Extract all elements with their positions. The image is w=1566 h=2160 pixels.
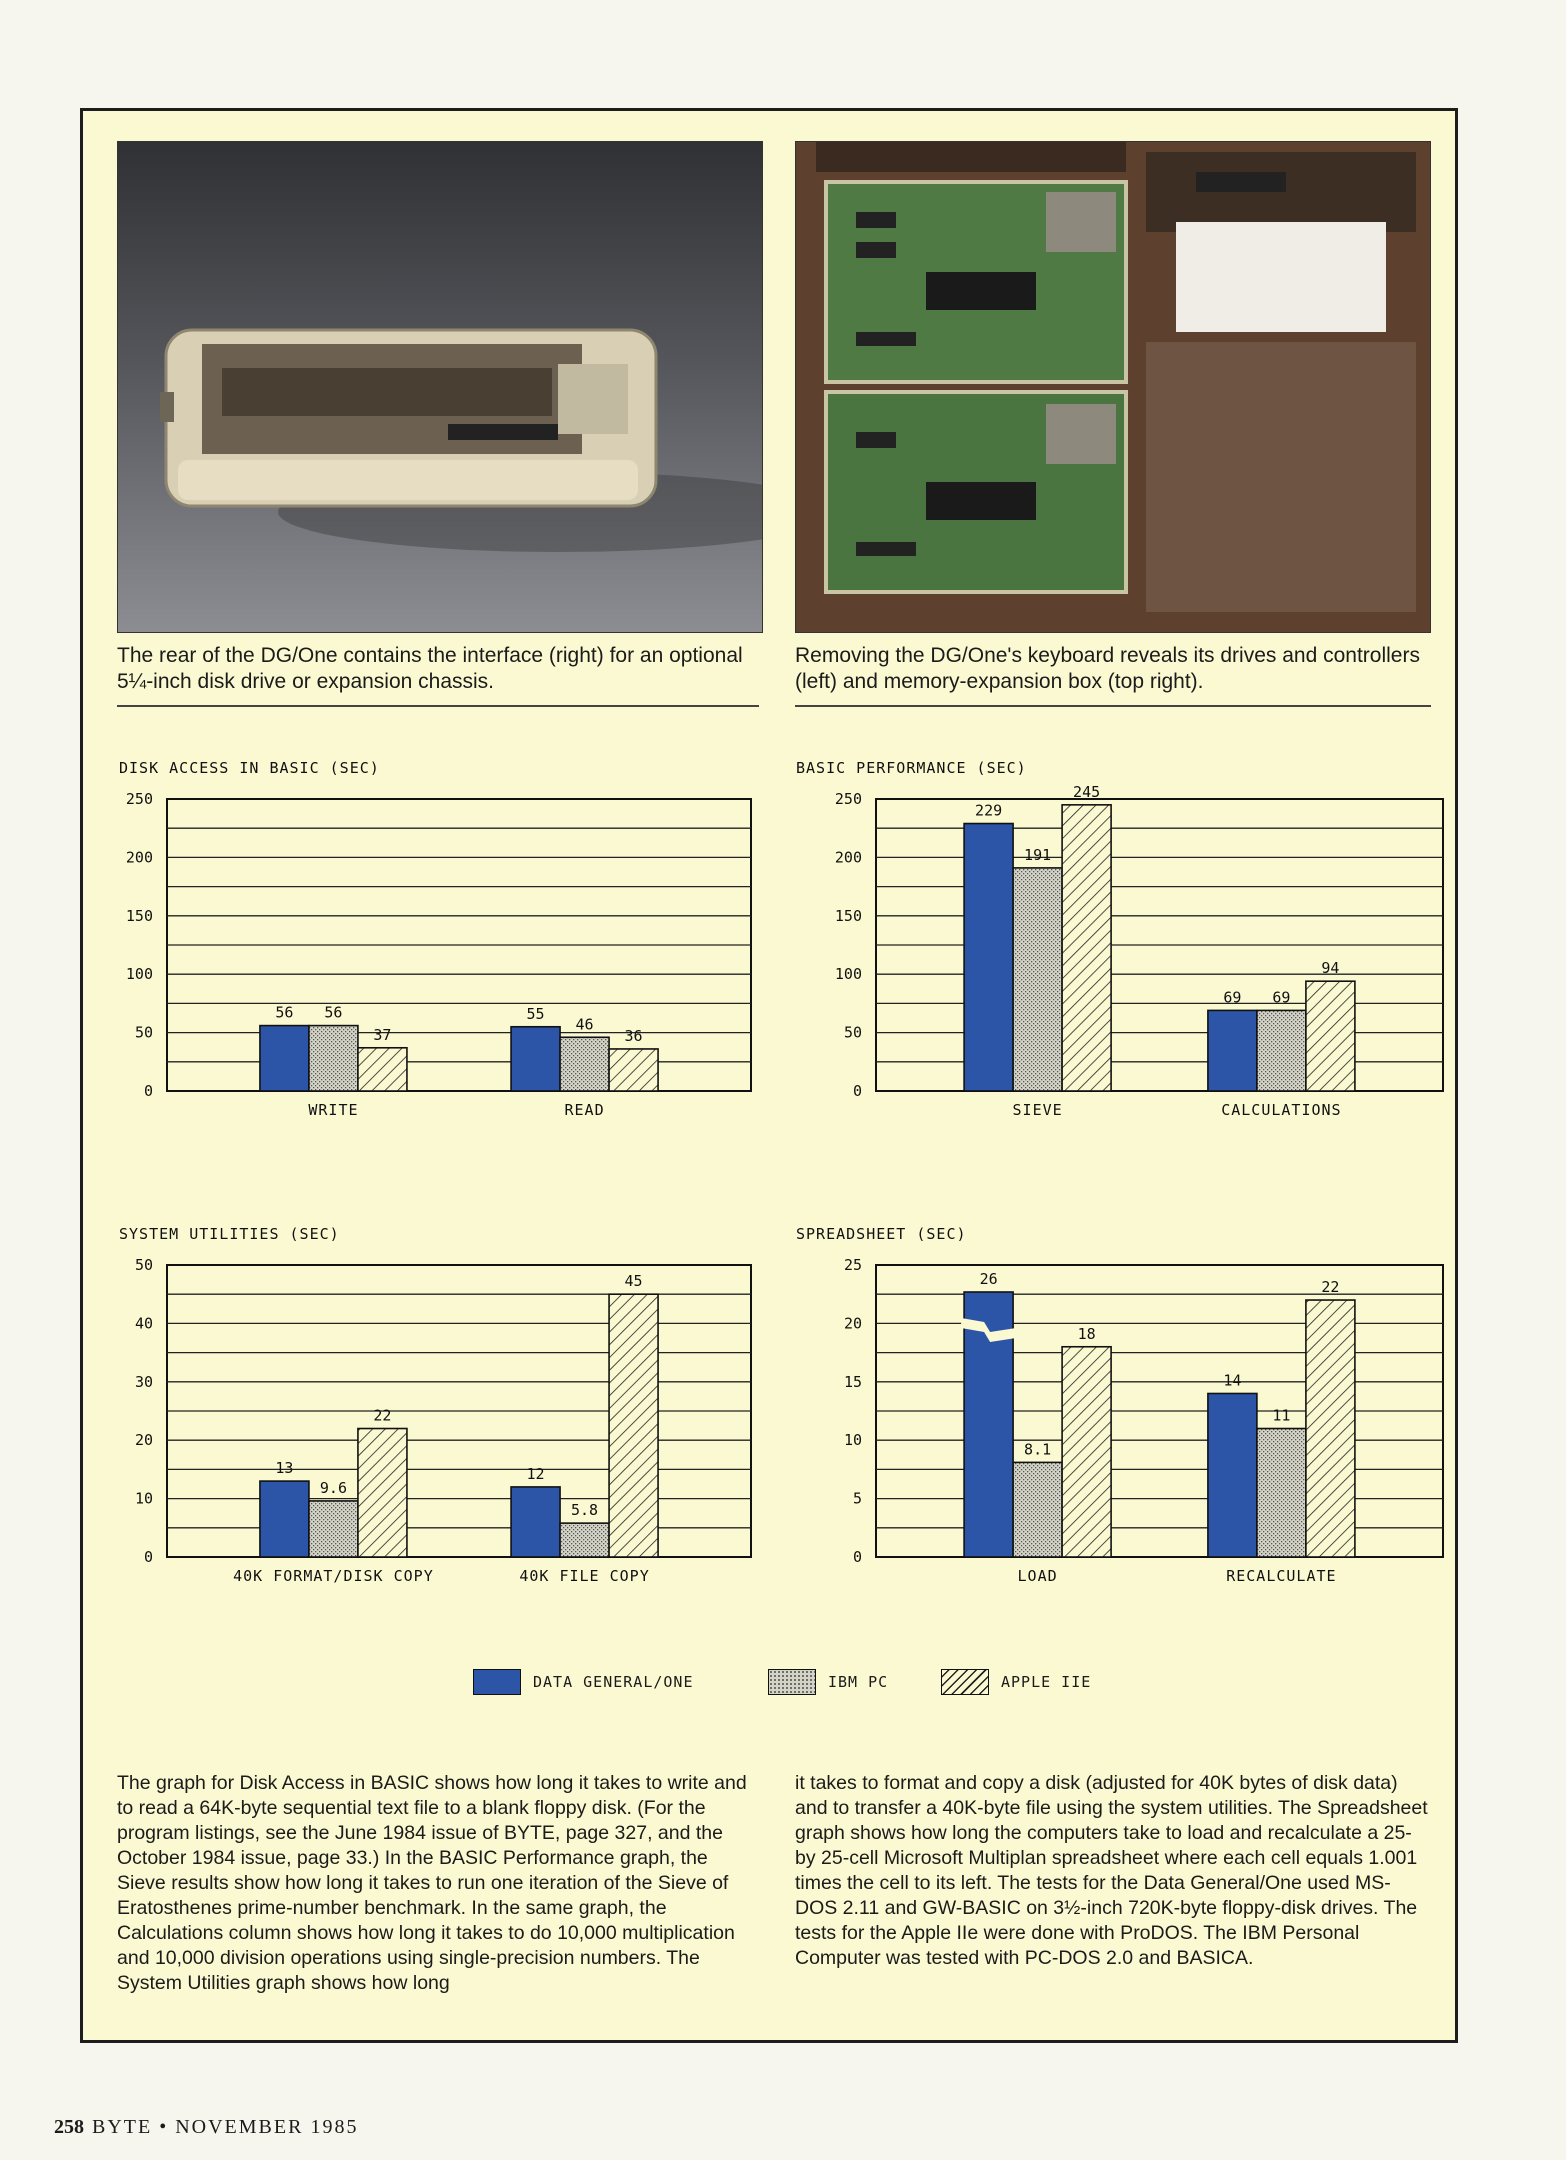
y-tick-label: 200 — [834, 848, 862, 867]
bar-apple — [609, 1049, 658, 1091]
bar-dg — [260, 1026, 309, 1091]
bar-ibm — [560, 1037, 609, 1091]
data-label: 229 — [975, 801, 1003, 820]
legend-item-dg — [473, 1669, 694, 1695]
y-tick-label: 50 — [134, 1256, 153, 1274]
chart-title-spreadsheet: SPREADSHEET (SEC) — [796, 1225, 967, 1243]
legend-swatch-ibm — [768, 1669, 816, 1695]
data-label: 45 — [624, 1272, 643, 1291]
y-tick-label: 20 — [843, 1314, 862, 1333]
chart-legend — [83, 1669, 1461, 1709]
laptop-rear-illustration — [118, 142, 762, 632]
data-label: 94 — [1321, 959, 1340, 978]
x-category-label: LOAD — [1017, 1567, 1058, 1585]
y-tick-label: 0 — [143, 1548, 153, 1566]
x-category-label: CALCULATIONS — [1221, 1101, 1342, 1119]
data-label: 245 — [1073, 782, 1101, 801]
data-label: 36 — [624, 1026, 643, 1045]
chart-title-disk-access: DISK ACCESS IN BASIC (SEC) — [119, 759, 380, 777]
y-tick-label: 0 — [143, 1082, 153, 1100]
y-tick-label: 10 — [843, 1431, 862, 1450]
page-number: 258 — [54, 2116, 84, 2138]
chart-basic-performance — [763, 781, 1463, 1121]
legend-label-apple: APPLE IIE — [1001, 1673, 1092, 1691]
bar-dg — [1208, 1393, 1257, 1557]
y-tick-label: 0 — [852, 1082, 862, 1100]
data-label: 13 — [275, 1459, 294, 1478]
bar-dg — [964, 824, 1013, 1091]
y-tick-label: 150 — [834, 906, 862, 925]
bar-apple — [358, 1048, 407, 1091]
body-text-left: The graph for Disk Access in BASIC shows how long it takes to write and to read a 64K-byte sequential text file to a blank floppy disk. (For the program listings, see the June 1984 issue of BYTE, page 327, and the October 1984 issue, page 33.) In the BASIC Performance graph, the Sieve results show how long it takes to run one iteration of the Sieve of Eratosthenes prime-number benchmark. In the same graph, the Calculations column shows how long it takes to do 10,000 multiplication and 10,000 division operations using single-precision numbers. The System Utilities graph shows how long — [117, 1772, 747, 1994]
y-tick-label: 50 — [134, 1023, 153, 1042]
y-tick-label: 5 — [852, 1489, 862, 1508]
bar-ibm — [1257, 1429, 1306, 1557]
data-label: 12 — [526, 1464, 545, 1483]
data-label: 18 — [1077, 1324, 1096, 1343]
chart-spreadsheet — [763, 1247, 1463, 1587]
legend-item-apple — [941, 1669, 1091, 1695]
chart-system-utilities — [83, 1247, 773, 1587]
bar-ibm — [309, 1501, 358, 1557]
y-tick-label: 10 — [134, 1489, 153, 1508]
bar-dg — [260, 1481, 309, 1557]
legend-item-ibm — [768, 1669, 888, 1695]
photo-caption-left: The rear of the DG/One contains the interface (right) for an optional 5¼-inch disk drive or expansion chassis. — [117, 643, 759, 707]
data-label: 37 — [373, 1025, 392, 1044]
y-tick-label: 250 — [834, 790, 862, 808]
y-tick-label: 150 — [125, 906, 153, 925]
y-tick-label: 15 — [843, 1372, 862, 1391]
figure-panel — [80, 108, 1458, 2043]
legend-label-ibm: IBM PC — [828, 1673, 889, 1691]
x-category-label: WRITE — [308, 1101, 359, 1119]
bar-dg — [1208, 1010, 1257, 1091]
x-category-label: READ — [564, 1101, 605, 1119]
bar-apple — [609, 1294, 658, 1557]
bar-ibm — [309, 1026, 358, 1091]
y-tick-label: 100 — [125, 965, 153, 984]
bar-apple — [1306, 981, 1355, 1091]
y-tick-label: 25 — [843, 1256, 862, 1274]
data-label: 56 — [275, 1003, 294, 1022]
y-tick-label: 30 — [134, 1372, 153, 1391]
circuit-boards-illustration — [796, 142, 1430, 632]
data-label: 11 — [1272, 1406, 1291, 1425]
data-label: 5.8 — [571, 1501, 599, 1520]
data-label: 56 — [324, 1003, 343, 1022]
chart-title-system-utilities: SYSTEM UTILITIES (SEC) — [119, 1225, 340, 1243]
bar-ibm — [1013, 1462, 1062, 1557]
x-category-label: 40K FORMAT/DISK COPY — [233, 1567, 434, 1585]
page-footer — [54, 2116, 358, 2139]
data-label: 26 — [979, 1270, 998, 1288]
bar-apple — [1062, 1347, 1111, 1557]
y-tick-label: 250 — [125, 790, 153, 808]
data-label: 191 — [1024, 845, 1052, 864]
data-label: 14 — [1223, 1371, 1242, 1390]
bar-ibm — [1257, 1010, 1306, 1091]
body-text-right: it takes to format and copy a disk (adjusted for 40K bytes of disk data) and to transfer a 40K-byte file using the system utilities. The Spreadsheet graph shows how long the computers take to load and recalculate a 25- by 25-cell Microsoft Multiplan spreadsheet where each cell equals 1.001 times the cell to its left. The tests for the Data General/One used MS-DOS 2.11 and GW-BASIC on 3½-inch 720K-byte floppy-disk drives. The tests for the Apple IIe were done with ProDOS. The IBM Personal Computer was tested with PC-DOS 2.0 and BASICA. — [795, 1772, 1428, 1969]
legend-label-dg: DATA GENERAL/ONE — [533, 1673, 694, 1691]
x-category-label: SIEVE — [1012, 1101, 1063, 1119]
y-tick-label: 0 — [852, 1548, 862, 1566]
data-label: 46 — [575, 1015, 594, 1034]
bar-dg — [511, 1027, 560, 1091]
photo-caption-right: Removing the DG/One's keyboard reveals its drives and controllers (left) and memory-expansion box (top right). — [795, 643, 1431, 707]
bar-ibm — [1013, 868, 1062, 1091]
y-tick-label: 100 — [834, 965, 862, 984]
data-label: 69 — [1272, 988, 1291, 1007]
data-label: 8.1 — [1024, 1440, 1052, 1459]
chart-disk-access — [83, 781, 773, 1121]
bar-apple — [1062, 805, 1111, 1091]
legend-swatch-apple — [941, 1669, 989, 1695]
y-tick-label: 40 — [134, 1314, 153, 1333]
bar-apple — [358, 1429, 407, 1557]
bar-dg — [511, 1487, 560, 1557]
data-label: 22 — [373, 1406, 392, 1425]
y-tick-label: 20 — [134, 1431, 153, 1450]
x-category-label: 40K FILE COPY — [519, 1567, 650, 1585]
data-label: 55 — [526, 1004, 545, 1023]
photo-dg-one-internals — [795, 141, 1431, 633]
legend-swatch-dg — [473, 1669, 521, 1695]
photo-dg-one-rear — [117, 141, 763, 633]
bar-ibm — [560, 1523, 609, 1557]
bar-apple — [1306, 1300, 1355, 1557]
x-category-label: RECALCULATE — [1226, 1567, 1337, 1585]
data-label: 69 — [1223, 988, 1242, 1007]
y-tick-label: 200 — [125, 848, 153, 867]
data-label: 22 — [1321, 1278, 1340, 1297]
footer-magazine: BYTE • NOVEMBER 1985 — [92, 2116, 359, 2138]
chart-title-basic-performance: BASIC PERFORMANCE (SEC) — [796, 759, 1027, 777]
y-tick-label: 50 — [843, 1023, 862, 1042]
data-label: 9.6 — [319, 1478, 347, 1497]
